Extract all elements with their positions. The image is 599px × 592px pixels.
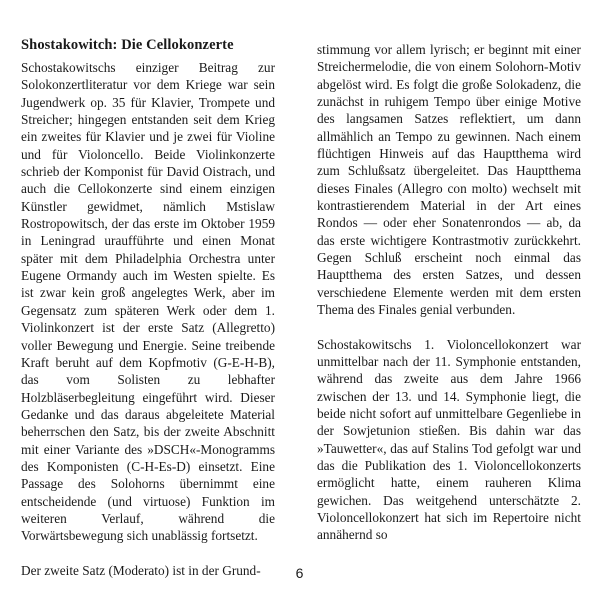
left-column bbox=[21, 59, 275, 579]
right-paragraph-2: Schostakowitschs 1. Violoncellokonzert war unmittelbar nach der 11. Symphonie entstanden, während das zweite aus dem Jahre 1966 zwischen der 13. und 14. Symphonie liegt, die beide nicht sofort auf unmittelbare Gegenliebe in der Sowjetunion stießen. Bis dahin war das »Tauwetter«, das auf Stalins Tod gefolgt war und das die Publikation des 1. Violoncellokonzerts ermöglicht hatte, einem rauheren Klima gewichen. Das weitgehend unterschätzte 2. Violoncellokonzert hat sich im Repertoire nicht annähernd so bbox=[317, 336, 581, 543]
right-column bbox=[317, 41, 581, 544]
page-number: 6 bbox=[295, 565, 304, 581]
page-title: Shostakowitch: Die Cellokonzerte bbox=[21, 37, 234, 53]
left-paragraph-1: Schostakowitschs einziger Beitrag zur Solokonzertliteratur vor dem Kriege war sein Jugendwerk op. 35 für Klavier, Trompete und Streicher; hingegen entstanden seit dem Krieg ein zweites für Klavier und je zwei für Violine und für Violoncello. Beide Violinkonzerte schrieb der Komponist für David Oistrach, und auch die Cellokonzerte sind einem einzigen Künstler gewidmet, nämlich Mstislaw Rostropowitsch, der das erste im Oktober 1959 in Leningrad uraufführte und einen Monat später mit dem Philadelphia Orchestra unter Eugene Ormandy auch im Westen spielte. Es ist zwar kein groß angelegtes Werk, aber im Gegensatz zum späteren Werk oder dem 1. Violinkonzert ist der erste Satz (Allegretto) voller Bewegung und Energie. Seine treibende Kraft beruht auf dem Kopfmotiv (G-E-H-B), das vom Solisten zu lebhafter Holzbläserbegleitung eingeführt wird. Dieser Gedanke und das daraus abgeleitete Material beherrschen den Satz, bis der zweite Abschnitt mit einer Variante des »DSCH«-Monogramms des Komponisten (C-H-Es-D) einsetzt. Eine Passage des Solohorns übernimmt eine entscheidende (und virtuose) Funktion im weiteren Verlauf, während die Vorwärtsbewegung sich unablässig fortsetzt. bbox=[21, 60, 275, 544]
left-paragraph-2: Der zweite Satz (Moderato) ist in der Grund- bbox=[21, 562, 261, 578]
right-paragraph-1: stimmung vor allem lyrisch; er beginnt mit einer Streichermelodie, die von einem Solohorn-Motiv abgelöst wird. Es folgt die große Solokadenz, die zunächst in ruhigem Tempo über einige Motive des langsamen Satzes reflektiert, um dann allmählich an Tempo zu gewinnen. Nach einem flüchtigen Hinweis auf das Hauptthema wird zum Schlußsatz übergeleitet. Das Hauptthema dieses Finales (Allegro con molto) wechselt mit kontrastierendem Material in der Art eines Rondos — oder eher Sonatenrondos — ab, da das erste wichtigere Kontrastmotiv zurückkehrt. Gegen Schluß erscheint noch einmal das Hauptthema des ersten Satzes, und dessen verschiedene Elemente werden mit dem ersten Thema des Finales genial verbunden. bbox=[317, 42, 581, 318]
